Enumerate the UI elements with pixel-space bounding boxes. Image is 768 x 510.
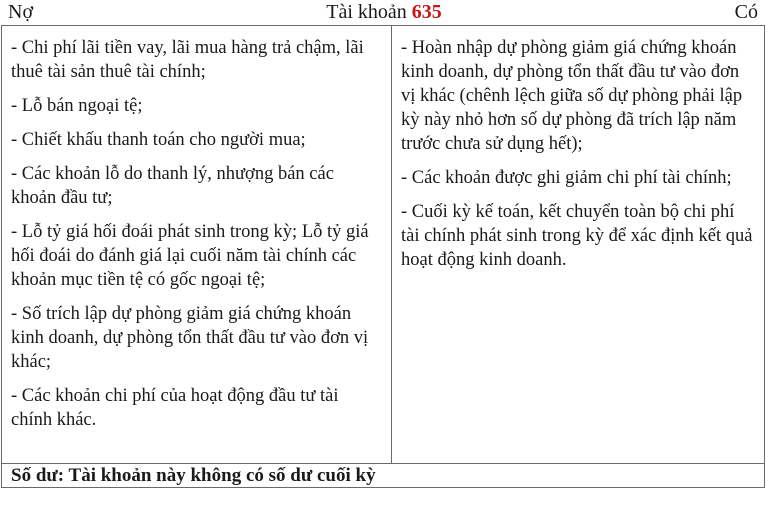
balance-row: Số dư: Tài khoản này không có số dư cuối kỳ: [2, 463, 764, 487]
credit-label: Có: [734, 1, 758, 23]
debit-item: - Chiết khấu thanh toán cho người mua;: [11, 130, 306, 150]
debit-item: - Chi phí lãi tiền vay, lãi mua hàng trả chậm, lãi thuê tài sản thuê tài chính;: [11, 38, 364, 82]
debit-item: - Lỗ tỷ giá hối đoái phát sinh trong kỳ; Lỗ tỷ giá hối đoái do đánh giá lại cuối năm tài chính các khoản mục tiền tệ có gốc ngoại tệ;: [11, 222, 369, 290]
debit-label: Nợ: [8, 1, 34, 23]
credit-item: - Hoàn nhập dự phòng giảm giá chứng khoán kinh doanh, dự phòng tổn thất đầu tư vào đơn vị khác (chênh lệch giữa số dự phòng phải lập kỳ này nhỏ hơn số dự phòng đã trích lập năm trước chưa sử dụng hết);: [401, 38, 743, 154]
debit-item: - Các khoản lỗ do thanh lý, nhượng bán các khoản đầu tư;: [11, 164, 334, 208]
credit-item: - Cuối kỳ kế toán, kết chuyển toàn bộ chi phí tài chính phát sinh trong kỳ để xác định kết quả hoạt động kinh doanh.: [401, 202, 753, 270]
credit-item: - Các khoản được ghi giảm chi phí tài chính;: [401, 168, 732, 188]
t-account-table: [1, 25, 765, 488]
account-number: 635: [411, 1, 442, 23]
account-title-prefix: Tài khoản: [326, 1, 407, 23]
debit-item: - Số trích lập dự phòng giảm giá chứng khoán kinh doanh, dự phòng tổn thất đầu tư vào đơn vị khác;: [11, 304, 369, 372]
debit-item: - Các khoản chi phí của hoạt động đầu tư tài chính khác.: [11, 386, 339, 430]
account-header: [0, 0, 768, 25]
account-title: [0, 1, 768, 23]
debit-item: - Lỗ bán ngoại tệ;: [11, 96, 143, 116]
credit-column: [392, 26, 764, 463]
debit-column: [2, 26, 392, 463]
